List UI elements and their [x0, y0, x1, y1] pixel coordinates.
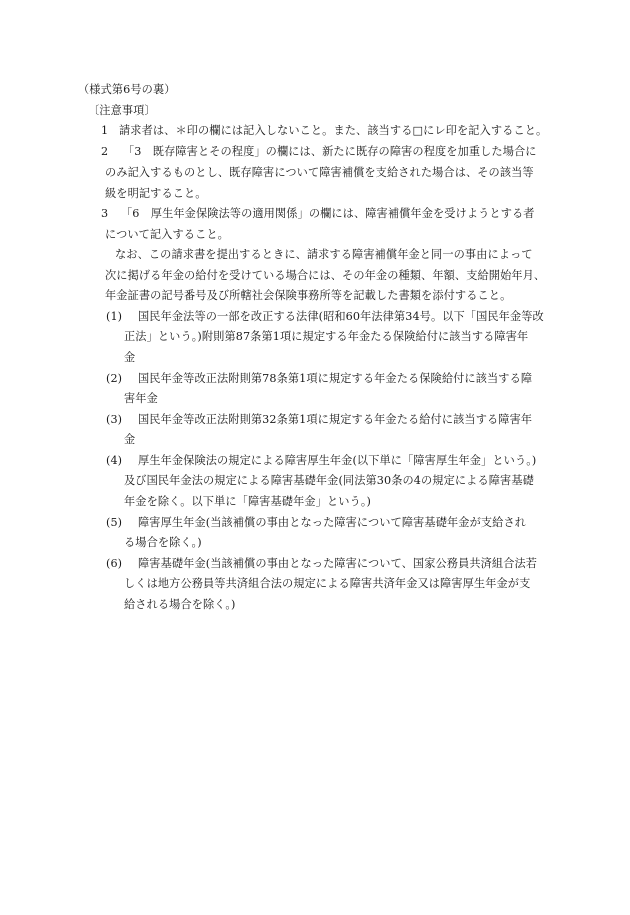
item-text-line: 障害基礎年金(当該補償の事由となった障害について、国家公務員共済組合法若 — [138, 557, 538, 570]
item-text-line: る場合を除く。) — [124, 536, 202, 549]
item-text-line: 及び国民年金法の規定による障害基礎年金(同法第30条の4の規定による障害基礎 — [124, 474, 534, 487]
note-text: 請求者は、＊印の欄には記入しないこと。また、該当する□にレ印を記入すること。 — [119, 124, 548, 137]
item-text-line: 国民年金等改正法附則第32条第1項に規定する年金たる給付に該当する障害年 — [138, 413, 533, 426]
note-paragraph-line: 次に掲げる年金の給付を受けている場合には、その年金の種類、年額、支給開始年月、 — [105, 269, 546, 282]
note-text-line: のみ記入するものとし、既存障害について障害補償を支給された場合は、その該当等 — [105, 166, 534, 179]
item-number: (3) — [106, 413, 123, 426]
item-text-line: しくは地方公務員等共済組合法の規定による障害共済年金又は障害厚生年金が支 — [124, 577, 531, 590]
note-number: 2 — [101, 145, 109, 158]
note-paragraph-line: なお、この請求書を提出するときに、請求する障害補償年金と同一の事由によって — [115, 248, 533, 261]
item-number: (4) — [106, 454, 123, 467]
note-text-line: について記入すること。 — [105, 228, 229, 241]
item-text-line: 障害厚生年金(当該補償の事由となった障害について障害基礎年金が支給され — [138, 516, 527, 529]
item-text-line: 国民年金等改正法附則第78条第1項に規定する年金たる保険給付に該当する障 — [138, 372, 533, 385]
item-text-line: 金 — [124, 433, 136, 446]
note-number: 3 — [101, 207, 109, 220]
note-paragraph-line: 年金証書の記号番号及び所轄社会保険事務所等を記載した書類を添付すること。 — [105, 289, 512, 302]
note-text-line: 「3 既存障害とその程度」の欄には、新たに既存の障害の程度を加重した場合に — [123, 145, 537, 158]
item-number: (2) — [106, 372, 123, 385]
item-text-line: 国民年金法等の一部を改正する法律(昭和60年法律第34号。以下「国民年金等改 — [138, 310, 544, 323]
item-text-line: 厚生年金保険法の規定による障害厚生年金(以下単に「障害厚生年金」という。) — [138, 454, 537, 467]
note-text-line: 級を明記すること。 — [105, 187, 207, 200]
note-number: 1 — [101, 124, 109, 137]
item-text-line: 金 — [124, 351, 136, 364]
item-number: (6) — [106, 557, 123, 570]
form-label: （様式第6号の裏） — [78, 83, 176, 96]
item-text-line: 給される場合を除く。) — [124, 598, 236, 611]
item-text-line: 正法」という。)附則第87条第1項に規定する年金たる保険給付に該当する障害年 — [124, 330, 529, 343]
item-text-line: 年金を除く。以下単に「障害基礎年金」という。) — [124, 495, 371, 508]
item-text-line: 害年金 — [124, 392, 158, 405]
item-number: (5) — [106, 516, 123, 529]
note-text-line: 「6 厚生年金保険法等の適用関係」の欄には、障害補償年金を受けようとする者 — [121, 207, 535, 220]
item-number: (1) — [106, 310, 123, 323]
section-title: 〔注意事項〕 — [88, 104, 156, 117]
